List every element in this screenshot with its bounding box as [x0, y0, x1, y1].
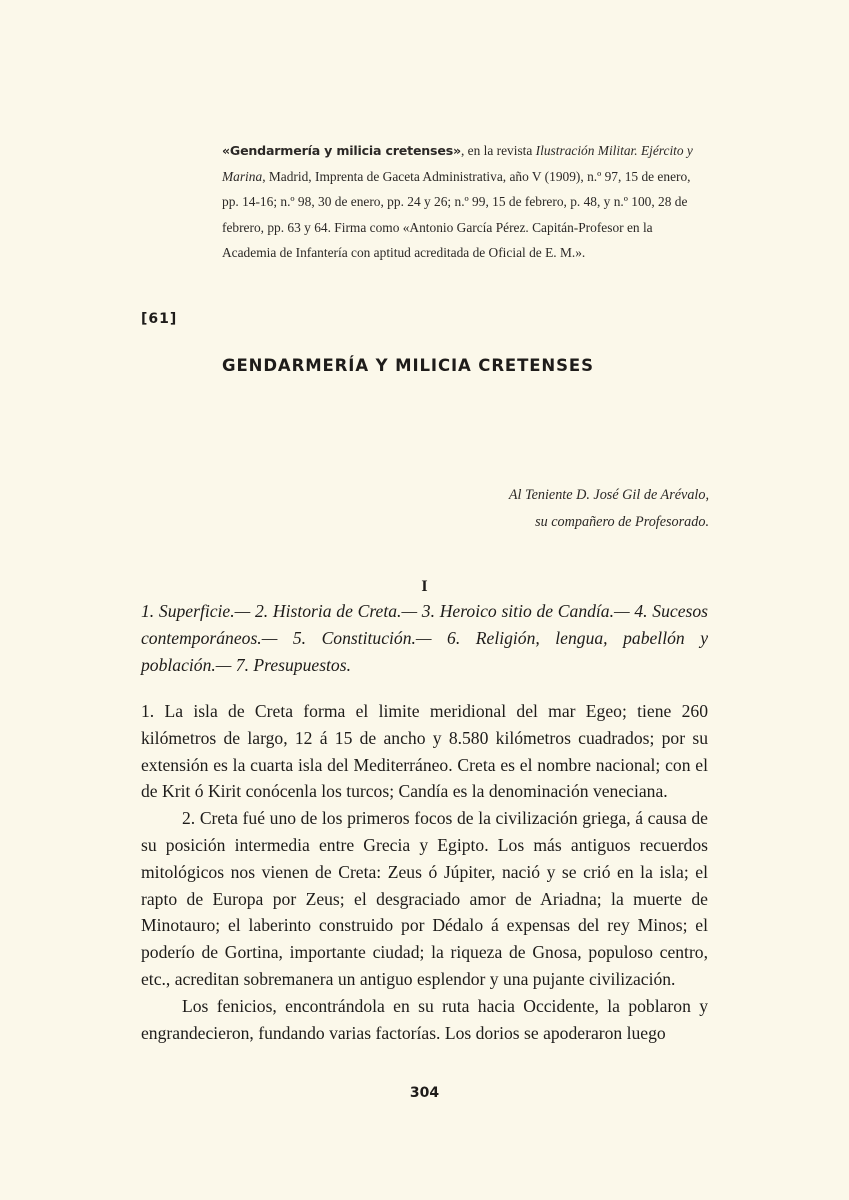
note-details: , Madrid, Imprenta de Gaceta Administrativa, año V (1909), n.º 97, 15 de enero, pp. 14-16; n.º 98, 30 de enero, pp. 24 y 26; n.º 99, 15 de febrero, p. 48, y n.º 100, 28 de febrero, pp. 63 y 64. Firma como «Antonio García Pérez. Capitán-Profesor en la Academia de Infantería con aptitud acreditada de Oficial de E. M.». [222, 168, 691, 261]
item-number: [61] [141, 311, 178, 327]
dedication [509, 482, 709, 535]
paragraph: Los fenicios, encontrándola en su ruta hacia Occidente, la poblaron y engrandecieron, fundando varias factorías. Los dorios se apoderaron luego [141, 995, 708, 1043]
paragraph: 2. Creta fué uno de los primeros focos de la civilización griega, á causa de su posición intermedia entre Grecia y Egipto. Los más antiguos recuerdos mitológicos nos vienen de Creta: Zeus ó Júpiter, nació y se crió en la isla; el rapto de Europa por Zeus; el desgraciado amor de Ariadna; la muerte de Minotauro; el laberinto construido por Dédalo á expensas del rey Minos; el poderío de Gortina, importante ciudad; la riqueza de Gnosa, populoso centro, etc., acreditan sobremanera un antiguo esplendor y una pujante civilización. [141, 808, 708, 989]
dedication-line: Al Teniente D. José Gil de Arévalo, [508, 487, 709, 503]
section-numeral: I [421, 578, 428, 595]
note-journal: Ilustración Militar. Ejército y Marina [222, 143, 693, 184]
section-summary: 1. Superficie.— 2. Historia de Creta.— 3. Heroico sitio de Candía.— 4. Sucesos contemporáneos.— 5. Constitución.— 6. Religión, lengua, pabellón y población.— 7. Presupuestos. [141, 601, 708, 675]
note-text: , en la revista [460, 143, 536, 158]
paragraph: 1. La isla de Creta forma el limite meridional del mar Egeo; tiene 260 kilómetros de largo, 12 á 15 de ancho y 8.580 kilómetros cuadrados; por su extensión es la cuarta isla del Mediterráneo. Creta es el nombre nacional; con el de Krit ó Kirit conócenla los turcos; Candía es la denominación veneciana. [141, 701, 708, 802]
page-number: 304 [409, 1085, 440, 1101]
note-title: «Gendarmería y milicia cretenses» [222, 143, 461, 158]
dedication-line: su compañero de Profesorado. [535, 513, 709, 530]
bibliographic-note [222, 138, 708, 266]
body-text [141, 698, 708, 1046]
article-title: GENDARMERÍA Y MILICIA CRETENSES [222, 356, 594, 375]
